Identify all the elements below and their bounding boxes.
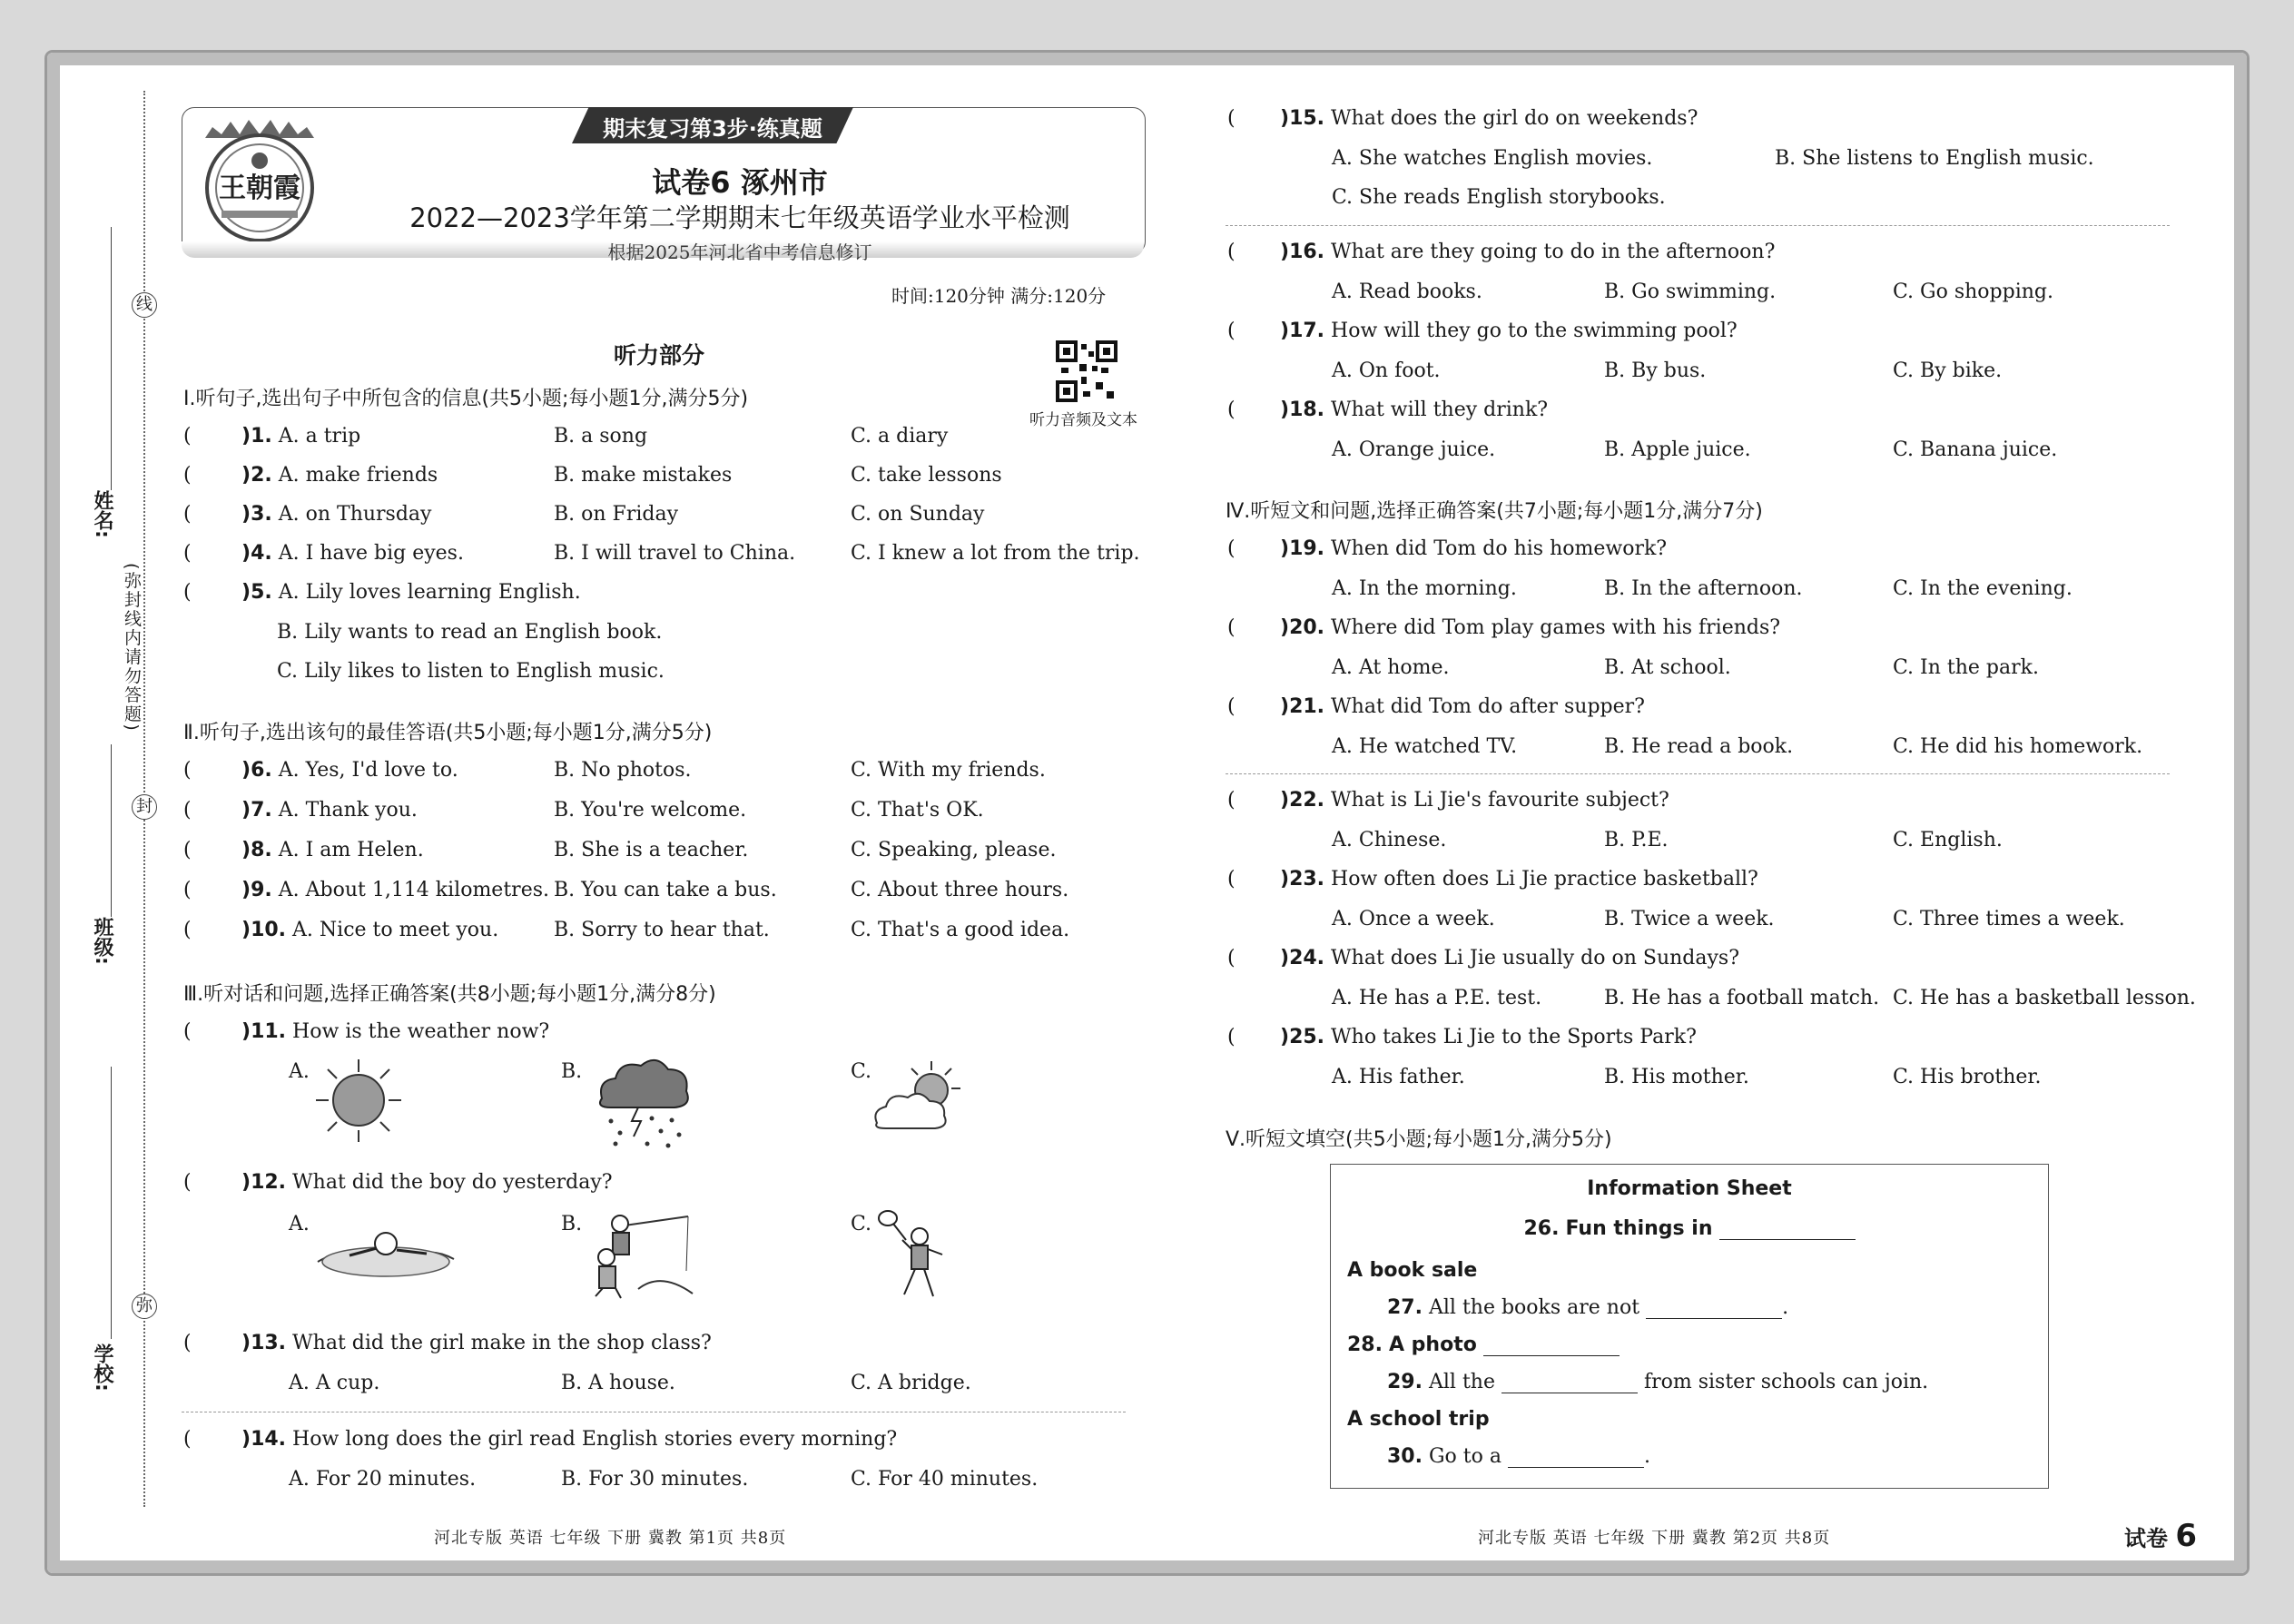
option-b[interactable]: B. You're welcome. bbox=[554, 799, 747, 822]
information-sheet bbox=[1330, 1164, 2049, 1489]
question-24: )24. What does Li Jie usually do on Sundays? bbox=[1280, 947, 1740, 969]
question-number: 3. bbox=[251, 503, 272, 526]
option-b[interactable]: B. P.E. bbox=[1604, 829, 1669, 851]
question-text: What is Li Jie's favourite subject? bbox=[1331, 789, 1669, 812]
option-a[interactable]: A. I am Helen. bbox=[278, 839, 424, 861]
answer-paren[interactable]: ( bbox=[1227, 868, 1236, 891]
question-number: 27. bbox=[1387, 1296, 1423, 1319]
option-b-label[interactable]: B. bbox=[561, 1213, 583, 1235]
option-a[interactable]: A. Lily loves learning English. bbox=[278, 581, 581, 604]
option-a[interactable]: A. make friends bbox=[278, 464, 438, 487]
time-score: 时间:120分钟 满分:120分 bbox=[891, 285, 1107, 307]
school-trip-heading: A school trip bbox=[1347, 1408, 1490, 1431]
question-number: 8. bbox=[251, 839, 272, 861]
section5-title: Ⅴ.听短文填空(共5小题;每小题1分,满分5分) bbox=[1226, 1128, 1612, 1151]
option-a[interactable]: A. At home. bbox=[1332, 656, 1450, 679]
option-b[interactable]: B. No photos. bbox=[554, 759, 692, 782]
question-10: )10. A. Nice to meet you. bbox=[241, 919, 499, 941]
answer-paren[interactable]: ( bbox=[183, 759, 192, 782]
option-a-label[interactable]: A. bbox=[289, 1213, 310, 1235]
answer-paren[interactable]: ( bbox=[1227, 616, 1236, 639]
option-b[interactable]: B. He has a football match. bbox=[1604, 987, 1880, 1009]
line-26 bbox=[1331, 1217, 2048, 1240]
line-27 bbox=[1387, 1296, 1788, 1319]
option-c[interactable]: C. She reads English storybooks. bbox=[1332, 186, 1666, 209]
option-c[interactable]: C. English. bbox=[1893, 829, 2003, 851]
line-26-text: Fun things in bbox=[1565, 1217, 1713, 1240]
badge-number: 6 bbox=[2175, 1518, 2198, 1554]
school-field-line[interactable] bbox=[111, 1067, 112, 1339]
answer-paren[interactable]: ( bbox=[1227, 1026, 1236, 1048]
option-c[interactable]: C. Three times a week. bbox=[1893, 908, 2125, 930]
question-6: )6. A. Yes, I'd love to. bbox=[241, 759, 458, 782]
qr-caption: 听力音频及文本 bbox=[1029, 411, 1137, 429]
option-b[interactable]: B. on Friday bbox=[554, 503, 679, 526]
question-text: When did Tom do his homework? bbox=[1331, 537, 1668, 560]
book-sale-heading: A book sale bbox=[1347, 1259, 1478, 1282]
question-1: )1. A. a trip bbox=[241, 425, 361, 448]
option-c[interactable]: C. His brother. bbox=[1893, 1066, 2042, 1088]
answer-paren[interactable]: ( bbox=[183, 1332, 192, 1354]
section4-title: Ⅳ.听短文和问题,选择正确答案(共7小题;每小题1分,满分7分) bbox=[1226, 500, 1763, 523]
option-b[interactable]: B. By bus. bbox=[1604, 359, 1707, 382]
option-b[interactable]: B. In the afternoon. bbox=[1604, 577, 1803, 600]
answer-paren[interactable]: ( bbox=[1227, 537, 1236, 560]
option-b[interactable]: B. Sorry to hear that. bbox=[554, 919, 770, 941]
question-number: 6. bbox=[251, 759, 272, 782]
question-number: 28. bbox=[1347, 1334, 1383, 1356]
question-23: )23. How often does Li Jie practice basketball? bbox=[1280, 868, 1758, 891]
answer-paren[interactable]: ( bbox=[183, 503, 192, 526]
question-14: )14. How long does the girl read English stories every morning? bbox=[241, 1428, 898, 1451]
option-c[interactable]: C. Go shopping. bbox=[1893, 281, 2053, 303]
rain-storm-icon[interactable] bbox=[588, 1053, 697, 1156]
question-number: 25. bbox=[1289, 1026, 1325, 1048]
blank-28[interactable] bbox=[1483, 1335, 1620, 1356]
line-28 bbox=[1347, 1334, 1620, 1356]
question-number: 11. bbox=[251, 1020, 287, 1043]
section1-title: Ⅰ.听句子,选出句子中所包含的信息(共5小题;每小题1分,满分5分) bbox=[183, 388, 749, 410]
option-c[interactable]: C. on Sunday bbox=[851, 503, 985, 526]
option-c[interactable]: C. Banana juice. bbox=[1893, 438, 2058, 461]
option-c[interactable]: C. I knew a lot from the trip. bbox=[851, 542, 1140, 565]
question-4: )4. A. I have big eyes. bbox=[241, 542, 464, 565]
option-c[interactable]: C. In the evening. bbox=[1893, 577, 2072, 600]
answer-paren[interactable]: ( bbox=[183, 799, 192, 822]
blank-29[interactable] bbox=[1501, 1373, 1638, 1393]
question-number: 22. bbox=[1289, 789, 1325, 812]
answer-paren[interactable]: ( bbox=[1227, 320, 1236, 342]
option-c[interactable]: C. A bridge. bbox=[851, 1372, 971, 1394]
option-a[interactable]: A. Thank you. bbox=[278, 799, 418, 822]
answer-paren[interactable]: ( bbox=[1227, 695, 1236, 718]
question-text: What does Li Jie usually do on Sundays? bbox=[1331, 947, 1740, 969]
line-27-text: All the books are not bbox=[1428, 1296, 1640, 1319]
option-a[interactable]: A. Nice to meet you. bbox=[292, 919, 499, 941]
option-b[interactable]: B. His mother. bbox=[1604, 1066, 1749, 1088]
option-c[interactable]: C. Lily likes to listen to English music. bbox=[277, 660, 665, 683]
question-3: )3. A. on Thursday bbox=[241, 503, 432, 526]
option-c[interactable]: C. By bike. bbox=[1893, 359, 2003, 382]
option-a[interactable]: A. On foot. bbox=[1332, 359, 1441, 382]
question-16: )16. What are they going to do in the afternoon? bbox=[1280, 241, 1776, 263]
margin-mark-xian: 线 bbox=[132, 292, 157, 318]
question-number: 10. bbox=[251, 919, 287, 941]
question-5: )5. A. Lily loves learning English. bbox=[241, 581, 581, 604]
question-number: 18. bbox=[1289, 399, 1325, 421]
blank-30[interactable] bbox=[1508, 1447, 1644, 1468]
question-number: 24. bbox=[1289, 947, 1325, 969]
paper-title: 试卷6 涿州市 bbox=[652, 165, 828, 200]
answer-paren[interactable]: ( bbox=[1227, 399, 1236, 421]
answer-paren[interactable]: ( bbox=[183, 839, 192, 861]
answer-paren[interactable]: ( bbox=[183, 581, 192, 604]
answer-paren[interactable]: ( bbox=[1227, 947, 1236, 969]
question-number: 7. bbox=[251, 799, 272, 822]
question-7: )7. A. Thank you. bbox=[241, 799, 418, 822]
question-number: 13. bbox=[251, 1332, 287, 1354]
badge-label: 试卷 bbox=[2124, 1526, 2168, 1551]
option-c-label[interactable]: C. bbox=[851, 1213, 872, 1235]
option-b[interactable]: B. Twice a week. bbox=[1604, 908, 1775, 930]
option-a-label[interactable]: A. bbox=[289, 1060, 310, 1083]
option-c[interactable]: C. About three hours. bbox=[851, 879, 1069, 901]
exam-title: 2022—2023学年第二学期期末七年级英语学业水平检测 bbox=[409, 202, 1070, 233]
option-b[interactable]: B. She listens to English music. bbox=[1775, 147, 2094, 170]
badminton-icon[interactable] bbox=[870, 1207, 960, 1311]
answer-paren[interactable]: ( bbox=[183, 879, 192, 901]
question-22: )22. What is Li Jie's favourite subject? bbox=[1280, 789, 1669, 812]
option-a[interactable]: A. I have big eyes. bbox=[278, 542, 464, 565]
question-number: 5. bbox=[251, 581, 272, 604]
blank-27[interactable] bbox=[1646, 1298, 1782, 1319]
question-number: 4. bbox=[251, 542, 272, 565]
question-text: What will they drink? bbox=[1331, 399, 1549, 421]
option-b[interactable]: B. Apple juice. bbox=[1604, 438, 1751, 461]
question-text: What did the girl make in the shop class? bbox=[292, 1332, 712, 1354]
option-c[interactable]: C. a diary bbox=[851, 425, 949, 448]
option-b[interactable]: B. A house. bbox=[561, 1372, 675, 1394]
partly-cloudy-icon[interactable] bbox=[870, 1058, 965, 1143]
option-c[interactable]: C. He has a basketball lesson. bbox=[1893, 987, 2196, 1009]
fishing-kids-icon[interactable] bbox=[588, 1207, 697, 1311]
option-b[interactable]: B. At school. bbox=[1604, 656, 1731, 679]
question-number: 12. bbox=[251, 1171, 287, 1194]
question-number: 29. bbox=[1387, 1371, 1423, 1393]
question-number: 23. bbox=[1289, 868, 1325, 891]
line-30 bbox=[1387, 1445, 1650, 1468]
option-b[interactable]: B. He read a book. bbox=[1604, 735, 1794, 758]
divider bbox=[1226, 773, 2170, 774]
class-field-line[interactable] bbox=[111, 744, 112, 917]
option-c[interactable]: C. Speaking, please. bbox=[851, 839, 1057, 861]
footer-left: 河北专版 英语 七年级 下册 冀教 第1页 共8页 bbox=[434, 1529, 787, 1548]
logo-text: 王朝霞 bbox=[219, 172, 300, 204]
answer-paren[interactable]: ( bbox=[183, 425, 192, 448]
option-a[interactable]: A. In the morning. bbox=[1332, 577, 1517, 600]
question-number: 16. bbox=[1289, 241, 1325, 263]
qr-code[interactable] bbox=[1056, 340, 1117, 402]
option-a[interactable]: A. A cup. bbox=[289, 1372, 380, 1394]
option-b[interactable]: B. a song bbox=[554, 425, 648, 448]
line-30-text: Go to a bbox=[1428, 1445, 1501, 1468]
margin-mark-mi: 弥 bbox=[132, 1294, 157, 1319]
question-25: )25. Who takes Li Jie to the Sports Park? bbox=[1280, 1026, 1697, 1048]
question-text: How often does Li Jie practice basketball? bbox=[1331, 868, 1758, 891]
question-text: Who takes Li Jie to the Sports Park? bbox=[1331, 1026, 1697, 1048]
option-b[interactable]: B. For 30 minutes. bbox=[561, 1468, 749, 1491]
blank-26[interactable] bbox=[1719, 1219, 1856, 1240]
question-9: )9. A. About 1,114 kilometres. bbox=[241, 879, 549, 901]
question-text: How will they go to the swimming pool? bbox=[1331, 320, 1738, 342]
divider bbox=[1226, 225, 2170, 226]
question-13: )13. What did the girl make in the shop class? bbox=[241, 1332, 712, 1354]
question-text: Where did Tom play games with his friends? bbox=[1331, 616, 1781, 639]
line-27-period: . bbox=[1782, 1296, 1789, 1319]
question-15: )15. What does the girl do on weekends? bbox=[1280, 107, 1698, 130]
margin-mark-feng: 封 bbox=[132, 794, 157, 820]
option-a[interactable]: A. on Thursday bbox=[278, 503, 432, 526]
option-a[interactable]: A. Read books. bbox=[1332, 281, 1482, 303]
question-number: 17. bbox=[1289, 320, 1325, 342]
question-12: )12. What did the boy do yesterday? bbox=[241, 1171, 613, 1194]
question-number: 26. bbox=[1523, 1217, 1560, 1240]
paper-badge bbox=[2124, 1518, 2197, 1554]
question-text: How is the weather now? bbox=[292, 1020, 550, 1043]
option-a[interactable]: A. Yes, I'd love to. bbox=[278, 759, 458, 782]
question-number: 30. bbox=[1387, 1445, 1423, 1468]
question-number: 19. bbox=[1289, 537, 1325, 560]
answer-paren[interactable]: ( bbox=[183, 1020, 192, 1043]
class-label: 班级: bbox=[91, 917, 113, 965]
sun-icon[interactable] bbox=[313, 1058, 404, 1147]
option-c[interactable]: C. That's a good idea. bbox=[851, 919, 1070, 941]
section2-title: Ⅱ.听句子,选出该句的最佳答语(共5小题;每小题1分,满分5分) bbox=[183, 722, 713, 744]
option-c[interactable]: C. take lessons bbox=[851, 464, 1002, 487]
question-number: 21. bbox=[1289, 695, 1325, 718]
question-8: )8. A. I am Helen. bbox=[241, 839, 424, 861]
swimming-icon[interactable] bbox=[313, 1212, 458, 1288]
question-2: )2. A. make friends bbox=[241, 464, 438, 487]
option-c[interactable]: C. For 40 minutes. bbox=[851, 1468, 1039, 1491]
line-30-period: . bbox=[1644, 1445, 1650, 1468]
option-c[interactable]: C. That's OK. bbox=[851, 799, 984, 822]
option-a[interactable]: A. Orange juice. bbox=[1332, 438, 1496, 461]
answer-paren[interactable]: ( bbox=[183, 464, 192, 487]
option-b[interactable]: B. She is a teacher. bbox=[554, 839, 749, 861]
question-text: What does the girl do on weekends? bbox=[1331, 107, 1698, 130]
option-b[interactable]: B. make mistakes bbox=[554, 464, 733, 487]
option-a[interactable]: A. About 1,114 kilometres. bbox=[278, 879, 549, 901]
step-banner-text: 期末复习第3步·练真题 bbox=[603, 116, 822, 142]
option-a[interactable]: A. For 20 minutes. bbox=[289, 1468, 477, 1491]
do-not-answer-note: (弥封线内请勿答题) bbox=[122, 563, 142, 733]
option-a[interactable]: A. He has a P.E. test. bbox=[1332, 987, 1542, 1009]
answer-paren[interactable]: ( bbox=[183, 1171, 192, 1194]
question-number: 14. bbox=[251, 1428, 287, 1451]
option-b[interactable]: B. I will travel to China. bbox=[554, 542, 796, 565]
line-29-text-b: from sister schools can join. bbox=[1643, 1371, 1929, 1393]
question-number: 2. bbox=[251, 464, 272, 487]
option-b[interactable]: B. Lily wants to read an English book. bbox=[277, 621, 663, 644]
question-number: 15. bbox=[1289, 107, 1325, 130]
question-21: )21. What did Tom do after supper? bbox=[1280, 695, 1645, 718]
question-text: What did Tom do after supper? bbox=[1331, 695, 1645, 718]
option-a[interactable]: A. Once a week. bbox=[1332, 908, 1495, 930]
question-text: What did the boy do yesterday? bbox=[292, 1171, 613, 1194]
option-b-label[interactable]: B. bbox=[561, 1060, 583, 1083]
answer-paren[interactable]: ( bbox=[1227, 107, 1236, 130]
question-18: )18. What will they drink? bbox=[1280, 399, 1549, 421]
answer-paren[interactable]: ( bbox=[1227, 789, 1236, 812]
option-c[interactable]: C. In the park. bbox=[1893, 656, 2039, 679]
question-20: )20. Where did Tom play games with his friends? bbox=[1280, 616, 1781, 639]
question-19: )19. When did Tom do his homework? bbox=[1280, 537, 1668, 560]
question-number: 20. bbox=[1289, 616, 1325, 639]
brand-logo bbox=[185, 111, 335, 249]
option-c[interactable]: C. He did his homework. bbox=[1893, 735, 2143, 758]
name-label: 姓名: bbox=[91, 490, 113, 538]
option-a[interactable]: A. His father. bbox=[1332, 1066, 1465, 1088]
answer-paren[interactable]: ( bbox=[1227, 241, 1236, 263]
option-a[interactable]: A. Chinese. bbox=[1332, 829, 1447, 851]
section3-title: Ⅲ.听对话和问题,选择正确答案(共8小题;每小题1分,满分8分) bbox=[183, 983, 716, 1006]
answer-paren[interactable]: ( bbox=[183, 542, 192, 565]
option-c[interactable]: C. With my friends. bbox=[851, 759, 1046, 782]
question-text: How long does the girl read English stories every morning? bbox=[292, 1428, 898, 1451]
sheet-title: Information Sheet bbox=[1587, 1177, 1792, 1200]
line-29 bbox=[1387, 1371, 1928, 1393]
line-29-text-a: All the bbox=[1428, 1371, 1495, 1393]
revised-note: 根据2025年河北省中考信息修订 bbox=[607, 241, 872, 263]
question-number: 9. bbox=[251, 879, 272, 901]
question-number: 1. bbox=[251, 425, 272, 448]
answer-paren[interactable]: ( bbox=[183, 1428, 192, 1451]
question-11: )11. How is the weather now? bbox=[241, 1020, 550, 1043]
question-text: What are they going to do in the afternoon? bbox=[1331, 241, 1776, 263]
option-a[interactable]: A. She watches English movies. bbox=[1332, 147, 1653, 170]
line-28-text: A photo bbox=[1388, 1334, 1477, 1356]
school-label: 学校: bbox=[91, 1343, 113, 1392]
listening-title: 听力部分 bbox=[614, 342, 705, 369]
option-b[interactable]: B. You can take a bus. bbox=[554, 879, 777, 901]
footer-right: 河北专版 英语 七年级 下册 冀教 第2页 共8页 bbox=[1478, 1529, 1831, 1548]
option-a[interactable]: A. a trip bbox=[278, 425, 361, 448]
option-c-label[interactable]: C. bbox=[851, 1060, 872, 1083]
option-b[interactable]: B. Go swimming. bbox=[1604, 281, 1777, 303]
name-field-line[interactable] bbox=[111, 227, 112, 490]
question-17: )17. How will they go to the swimming pool? bbox=[1280, 320, 1738, 342]
answer-paren[interactable]: ( bbox=[183, 919, 192, 941]
option-a[interactable]: A. He watched TV. bbox=[1332, 735, 1518, 758]
